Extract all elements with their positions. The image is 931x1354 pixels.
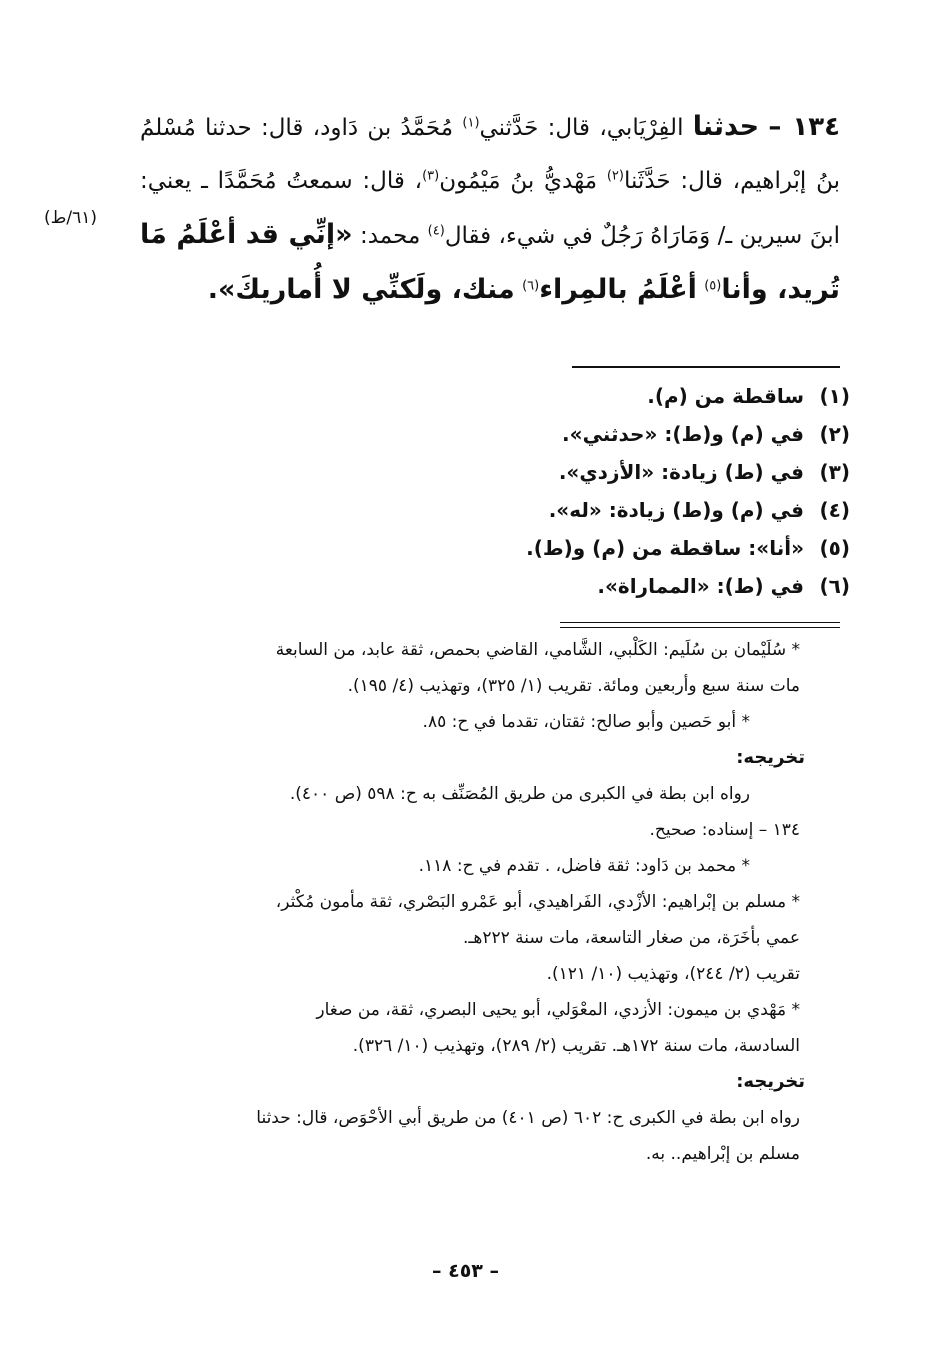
hadith-quote: «إنِّي قد أعْلَمُ مَا تُريد، وأنا bbox=[140, 219, 840, 305]
commentary-line: * مَهْدي بن ميمون: الأزدي، المعْوَلي، أبو يحيى البصري، ثقة، من صغار bbox=[316, 1000, 800, 1020]
commentary-line: * أبو حَصين وأبو صالح: ثقتان، تقدما في ح: ٨٥. bbox=[422, 712, 750, 732]
section-heading: تخريجه: bbox=[736, 1071, 805, 1092]
footnote-number: (٢) bbox=[819, 422, 850, 446]
footnote-item bbox=[300, 529, 850, 567]
commentary-line: مسلم بن إبْراهيم.. به. bbox=[645, 1144, 800, 1164]
commentary-line: ١٣٤ – إسناده: صحيح. bbox=[649, 820, 800, 840]
footnote-item bbox=[300, 567, 850, 605]
footnote-text: في (ط): «المماراة». bbox=[597, 574, 804, 598]
footnote-text: ساقطة من (م). bbox=[647, 384, 804, 408]
hadith-segment: محمد: bbox=[359, 223, 421, 249]
footnote-item bbox=[300, 415, 850, 453]
commentary-line: السادسة، مات سنة ١٧٢هـ. تقريب (٢/ ٢٨٩)، وتهذيب (١٠/ ٣٢٦). bbox=[352, 1036, 800, 1056]
footnotes-list bbox=[300, 377, 850, 605]
footnote-divider bbox=[572, 366, 840, 368]
commentary-line: * مسلم بن إبْراهيم: الأزْدي، الفَراهيدي، أبو عَمْرو البَصْري، ثقة مأمون مُكْثر، bbox=[275, 892, 800, 912]
hadith-text bbox=[140, 100, 840, 318]
footnote-mark: (٢) bbox=[606, 168, 624, 184]
hadith-quote: أعْلَمُ بالمِراء bbox=[539, 274, 697, 305]
hadith-quote: منك، ولَكنِّي لا أُماريكَ». bbox=[207, 274, 515, 305]
hadith-opening-word: حدثنا bbox=[692, 111, 760, 142]
footnote-text: «أنا»: ساقطة من (م) و(ط). bbox=[526, 536, 804, 560]
footnote-number: (٥) bbox=[819, 536, 850, 560]
commentary-line: رواه ابن بطة في الكبرى ح: ٦٠٢ (ص ٤٠١) من طريق أبي الأحْوَص، قال: حدثنا bbox=[256, 1108, 800, 1128]
commentary-line: رواه ابن بطة في الكبرى من طريق المُصَنِّف به ح: ٥٩٨ (ص ٤٠٠). bbox=[289, 784, 750, 804]
commentary-line: تقريب (٢/ ٢٤٤)، وتهذيب (١٠/ ١٢١). bbox=[546, 964, 800, 984]
footnote-item bbox=[300, 491, 850, 529]
footnote-mark: (٣) bbox=[422, 168, 440, 184]
footnote-text: في (ط) زيادة: «الأزدي». bbox=[558, 460, 804, 484]
footnote-text: في (م) و(ط): «حدثني». bbox=[562, 422, 804, 446]
footnote-mark: (٦) bbox=[522, 278, 540, 294]
margin-reference: (٦١/ط) bbox=[44, 208, 97, 228]
commentary-line: * محمد بن دَاود: ثقة فاضل، . تقدم في ح: ١١٨. bbox=[418, 856, 750, 876]
footnote-item bbox=[300, 377, 850, 415]
commentary-line: عمي بأخَرَة، من صغار التاسعة، مات سنة ٢٢٢هـ. bbox=[462, 928, 800, 948]
hadith-segment: مُحَمَّدُ بن دَاود، قال: حدثنا مُسْلمُ بنُ إبْراهيم، قال: حَدَّثَنا bbox=[140, 115, 841, 194]
footnote-number: (٦) bbox=[819, 574, 850, 598]
footnote-mark: (٤) bbox=[427, 223, 445, 239]
footnote-item bbox=[300, 453, 850, 491]
hadith-segment: مَهْديُّ بنُ مَيْمُون bbox=[439, 168, 598, 194]
commentary-section bbox=[140, 632, 805, 1172]
footnote-text: في (م) و(ط) زيادة: «له». bbox=[548, 498, 804, 522]
footnote-number: (٣) bbox=[819, 460, 850, 484]
hadith-number: ١٣٤ – bbox=[768, 112, 841, 142]
footnote-mark: (١) bbox=[462, 115, 480, 131]
section-heading: تخريجه: bbox=[736, 747, 805, 768]
footnote-number: (١) bbox=[819, 384, 850, 408]
commentary-line: مات سنة سبع وأربعين ومائة. تقريب (١/ ٣٢٥)، وتهذيب (٤/ ١٩٥). bbox=[347, 676, 800, 696]
commentary-line: * سُلَيْمان بن سُلَيم: الكَلْبي، الشَّامي، القاضي بحمص، ثقة عابد، من السابعة bbox=[275, 640, 800, 660]
hadith-segment: ، قال: سمعتُ مُحَمَّدًا ـ يعني: ابنَ سيرين ـ/ وَمَارَاهُ رَجُلٌ في شيء، فقال bbox=[140, 168, 841, 249]
footnote-number: (٤) bbox=[819, 498, 850, 522]
page-number: – ٤٥٣ – bbox=[431, 1260, 500, 1282]
footnote-mark: (٥) bbox=[704, 278, 722, 294]
hadith-segment: الفِرْيَابي، قال: حَدَّثني bbox=[479, 115, 684, 141]
commentary-divider bbox=[560, 622, 840, 628]
